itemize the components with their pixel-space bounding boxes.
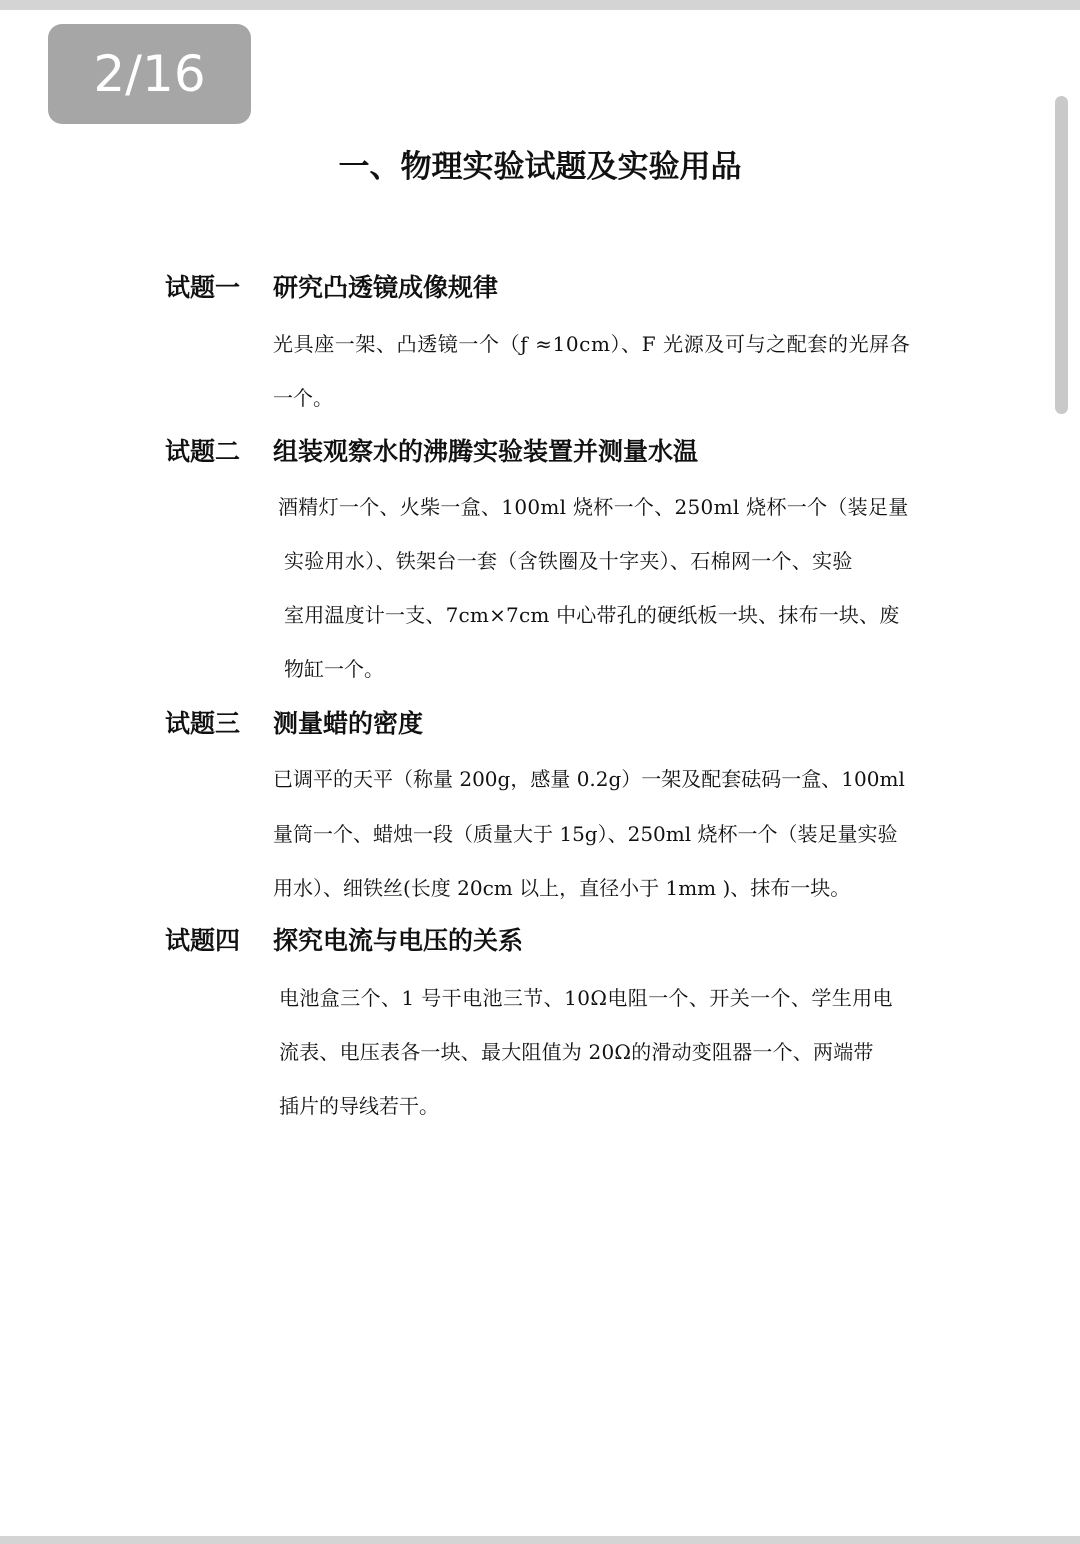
question-2-line: 物缸一个。 <box>284 657 384 681</box>
question-3-line: 已调平的天平（称量 200g，感量 0.2g）一架及配套砝码一盒、100ml <box>273 767 905 791</box>
question-3-number: 试题三 <box>165 709 241 738</box>
question-1-heading <box>165 266 498 310</box>
question-3-line: 用水）、细铁丝(长度 20cm 以上，直径小于 1mm )、抹布一块。 <box>273 876 851 900</box>
question-3-line: 量筒一个、蜡烛一段（质量大于 15g）、250ml 烧杯一个（装足量实验 <box>273 822 898 846</box>
bottom-edge-bar <box>0 1536 1080 1544</box>
page-indicator: 2/16 <box>48 24 251 124</box>
question-4-line: 电池盒三个、1 号干电池三节、10Ω电阻一个、开关一个、学生用电 <box>279 986 893 1010</box>
page-title: 一、物理实验试题及实验用品 <box>338 149 742 185</box>
question-1-name: 研究凸透镜成像规律 <box>273 273 499 302</box>
question-4-name: 探究电流与电压的关系 <box>273 926 524 955</box>
question-3-name: 测量蜡的密度 <box>273 709 424 738</box>
question-2-heading <box>165 430 698 474</box>
question-2-name: 组装观察水的沸腾实验装置并测量水温 <box>273 437 699 466</box>
question-2-line: 室用温度计一支、7cm×7cm 中心带孔的硬纸板一块、抹布一块、废 <box>284 603 900 627</box>
question-4-line: 流表、电压表各一块、最大阻值为 20Ω的滑动变阻器一个、两端带 <box>279 1040 874 1064</box>
question-1-line: 光具座一架、凸透镜一个（ƒ ≈10cm）、F 光源及可与之配套的光屏各 <box>273 332 911 356</box>
question-4-number: 试题四 <box>165 926 241 955</box>
question-4-line: 插片的导线若干。 <box>279 1094 439 1118</box>
top-edge-bar <box>0 0 1080 10</box>
question-4-heading <box>165 919 523 963</box>
question-1-number: 试题一 <box>165 273 241 302</box>
question-2-line: 实验用水）、铁架台一套（含铁圈及十字夹）、石棉网一个、实验 <box>284 549 853 573</box>
question-3-heading <box>165 702 423 746</box>
question-2-line: 酒精灯一个、火柴一盒、100ml 烧杯一个、250ml 烧杯一个（装足量 <box>278 495 909 519</box>
question-1-line: 一个。 <box>273 386 333 410</box>
question-2-number: 试题二 <box>165 437 241 466</box>
